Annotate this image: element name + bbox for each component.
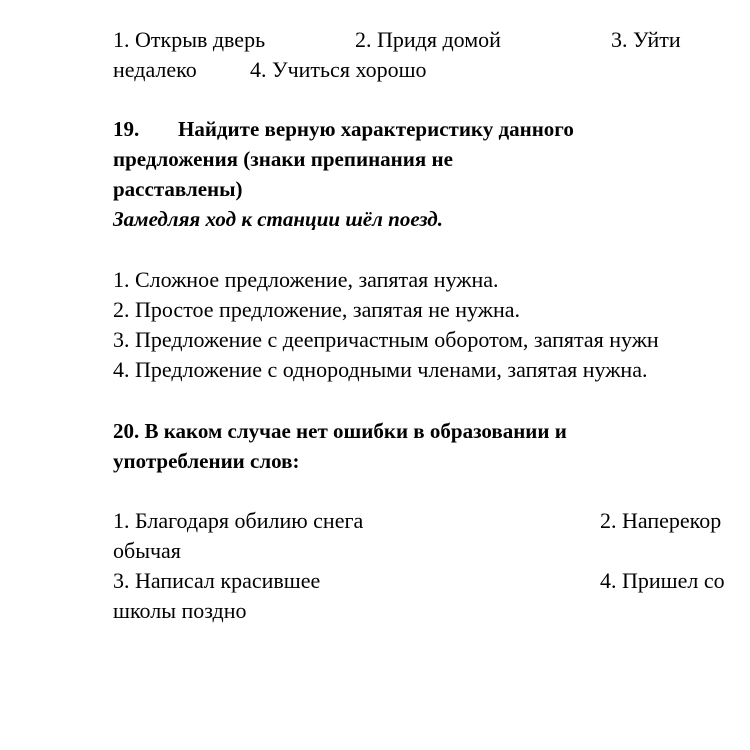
q18-continuation: недалеко (113, 57, 197, 82)
q20-option-2: 2. Наперекор (600, 508, 722, 533)
q18-option-1 (113, 29, 265, 51)
q19-option-3: 3. Предложение с деепричастным оборотом, запятая нужн (113, 327, 659, 352)
q18-option-2-text: Придя домой (377, 27, 501, 52)
q18-option-1-text: Открыв дверь (135, 27, 266, 52)
q20-option-4-continuation: школы поздно (113, 598, 247, 623)
q19-option-1: 1. Сложное предложение, запятая нужна. (113, 267, 499, 292)
q20-option-3: 3. Написал красившее (113, 568, 321, 593)
q19-title-line3: расставлены) (113, 177, 243, 201)
q18-option-4-text: Учиться хорошо (272, 57, 427, 82)
q19-title-line1: Найдите верную характеристику данного (178, 117, 574, 141)
q20-option-4: 4. Пришел со (600, 568, 725, 593)
q20-option-1: 1. Благодаря обилию снега (113, 508, 364, 533)
q19-number: 19. (113, 117, 140, 141)
q19-sentence: Замедляя ход к станции шёл поезд. (113, 207, 443, 231)
q20-option-2-continuation: обычая (113, 538, 181, 563)
q19-option-2: 2. Простое предложение, запятая не нужна. (113, 297, 520, 322)
q18-option-4-num: 4. (250, 57, 267, 82)
q19-option-4: 4. Предложение с однородными членами, запятая нужна. (113, 357, 648, 382)
q20-title-line1: 20. В каком случае нет ошибки в образовании и (113, 419, 567, 443)
q18-option-3-num: 3. (611, 27, 628, 52)
q18-option-4 (250, 59, 427, 81)
q18-option-1-num: 1. (113, 27, 130, 52)
q18-option-2-num: 2. (355, 27, 372, 52)
q19-title-line2: предложения (знаки препинания не (113, 147, 453, 171)
q20-title-line2: употреблении слов: (113, 449, 300, 473)
q18-option-3 (611, 29, 681, 51)
q18-option-2 (355, 29, 501, 51)
q18-option-3-text: Уйти (633, 27, 681, 52)
